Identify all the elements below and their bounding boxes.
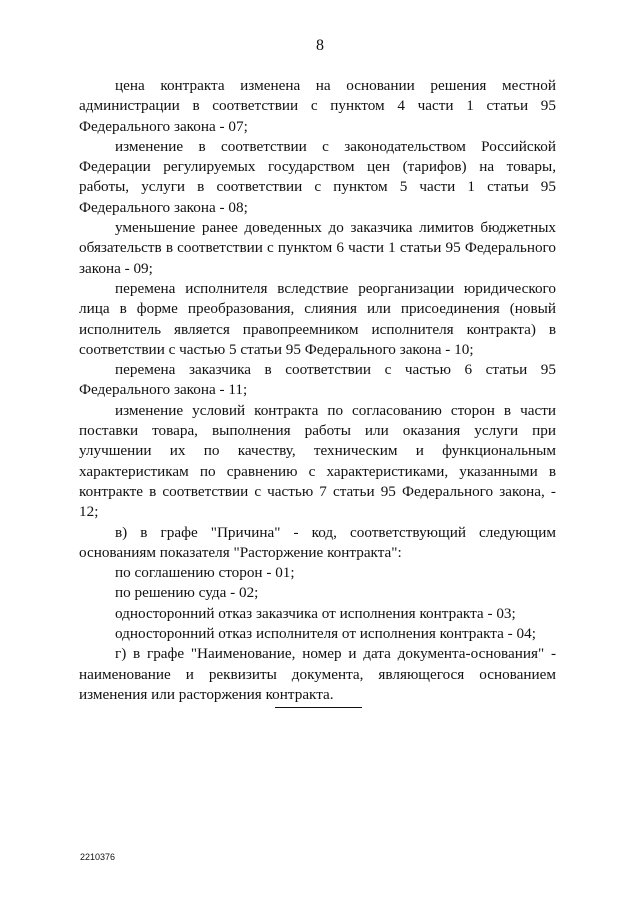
paragraph-document-basis: г) в графе "Наименование, номер и дата документа-основания" - наименование и реквизиты документа, являющегося основанием изменения или расторжения контракта. bbox=[79, 645, 556, 703]
page-number: 8 bbox=[316, 37, 324, 54]
paragraph-code-12: изменение условий контракта по согласованию сторон в части поставки товара, выполнения работы или оказания услуги при улучшении их по качеству, техническим и функциональным характеристикам по сравнению с характеристиками, указанными в контракте в соответствии с частью 7 статьи 95 Федерального закона, - 12; bbox=[79, 401, 556, 521]
paragraph-code-08: изменение в соответствии с законодательством Российской Федерации регулируемых государством цен (тарифов) на товары, работы, услуги в соответствии с пунктом 5 части 1 статьи 95 Федерального закона - 08; bbox=[79, 137, 556, 216]
paragraph-reason-01: по соглашению сторон - 01; bbox=[115, 564, 295, 582]
paragraph-reason-04: односторонний отказ исполнителя от исполнения контракта - 04; bbox=[115, 625, 536, 643]
paragraph-reason-column: в) в графе "Причина" - код, соответствующий следующим основаниям показателя "Расторжение контракта": bbox=[79, 523, 556, 561]
paragraph-reason-02: по решению суда - 02; bbox=[115, 584, 259, 602]
paragraph-code-10: перемена исполнителя вследствие реорганизации юридического лица в форме преобразования, слияния или присоединения (новый исполнитель является правопреемником исполнителя контракта) в соответствии с частью 5 статьи 95 Федерального закона - 10; bbox=[79, 279, 556, 358]
paragraph-code-07: цена контракта изменена на основании решения местной администрации в соответствии с пунктом 4 части 1 статьи 95 Федерального закона - 07; bbox=[79, 77, 556, 135]
document-body bbox=[79, 76, 556, 705]
paragraph-reason-03: односторонний отказ заказчика от исполнения контракта - 03; bbox=[115, 604, 516, 622]
section-divider bbox=[275, 707, 362, 708]
paragraph-code-09: уменьшение ранее доведенных до заказчика лимитов бюджетных обязательств в соответствии с пунктом 6 части 1 статьи 95 Федерального закона - 09; bbox=[79, 219, 556, 277]
paragraph-code-11: перемена заказчика в соответствии с частью 6 статьи 95 Федерального закона - 11; bbox=[79, 361, 556, 399]
document-code: 2210376 bbox=[80, 852, 116, 862]
